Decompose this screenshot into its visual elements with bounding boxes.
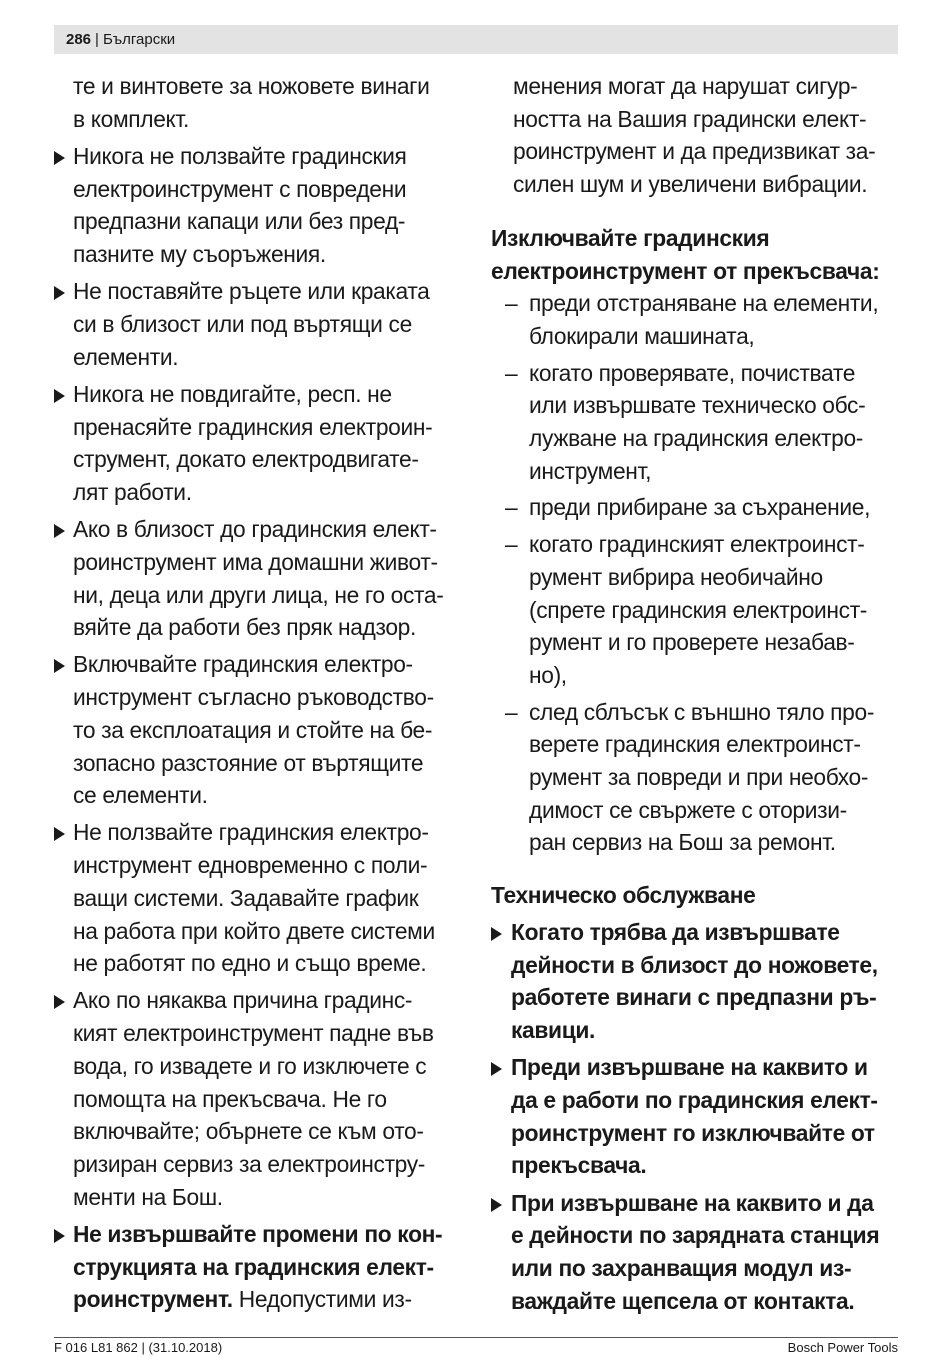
text-line: електроинструмент с повредени	[73, 175, 407, 202]
text-line: помощта на прекъсвача. Не го	[73, 1085, 387, 1112]
text-line: Ако в близост до градинския елект-	[73, 516, 437, 543]
text-line: когато проверявате, почиствате	[529, 359, 856, 386]
bullet-triangle-icon	[491, 927, 502, 941]
text-line: румент и го проверете незабав-	[529, 629, 855, 656]
left-column	[54, 70, 462, 1321]
maintenance-bullet	[491, 1187, 903, 1318]
bullet-triangle-icon	[54, 1229, 65, 1243]
text-line: Никога не повдигайте, респ. не	[73, 380, 392, 407]
bullet-triangle-icon	[491, 1198, 502, 1212]
text-line: ран сервиз на Бош за ремонт.	[529, 829, 836, 856]
text-line: Не извършвайте промени по кон-	[73, 1220, 443, 1247]
text-line: инструмент съгласно ръководство-	[73, 684, 434, 711]
text-line: Не ползвайте градинския електро-	[73, 819, 429, 846]
dash-marker: –	[505, 290, 518, 317]
text-line: елементи.	[73, 343, 179, 370]
text-line: роинструмент има домашни живот-	[73, 548, 438, 575]
safety-bullet	[54, 140, 462, 271]
text-line: вяйте да работи без пряк надзор.	[73, 614, 416, 641]
text-line: не работят по едно и също време.	[73, 950, 427, 977]
text-line: на работа при който двете системи	[73, 917, 435, 944]
text-line: румент за повреди и при необхо-	[529, 764, 869, 791]
text-line: прекъсвача.	[511, 1152, 647, 1179]
regular-text: Недопустими из-	[232, 1286, 412, 1313]
right-column	[491, 70, 903, 1322]
text-line: когато градинският електроинст-	[529, 531, 865, 558]
text-line: Ако по някаква причина градинс-	[73, 987, 413, 1014]
text-line: включвайте; обърнете се към ото-	[73, 1118, 424, 1145]
safety-bullet-modifications	[54, 1218, 462, 1316]
bold-text: роинструмент.	[73, 1286, 233, 1313]
dash-item	[491, 287, 903, 352]
text-line: роинструмент го изключвайте от	[511, 1119, 875, 1146]
safety-bullet	[54, 378, 462, 509]
maintenance-bullet	[491, 916, 903, 1047]
maintenance-bullet	[491, 1051, 903, 1182]
dash-item	[491, 491, 903, 524]
text-line: или извършвате техническо обс-	[529, 392, 866, 419]
text-line: е дейности по зарядната станция	[511, 1222, 880, 1249]
text-line: Не поставяйте ръцете или краката	[73, 278, 430, 305]
text-line: струмент, докато електродвигате-	[73, 446, 419, 473]
text-line: се елементи.	[73, 782, 208, 809]
bullet-triangle-icon	[54, 524, 65, 538]
text-line: Преди извършване на каквито и	[511, 1054, 868, 1081]
bullet-triangle-icon	[54, 151, 65, 165]
text-line: кавици.	[511, 1016, 596, 1043]
text-line: преди прибиране за съхранение,	[529, 494, 871, 521]
text-line: след сблъсък с външно тяло про-	[529, 698, 875, 725]
text-line: ризиран сервиз за електроинстру-	[73, 1151, 426, 1177]
page-number: 286	[66, 31, 92, 48]
text-line: си в близост или под въртящи се	[73, 310, 412, 337]
text-line: работете винаги с предпазни ръ-	[511, 984, 877, 1011]
text-line: инструмент,	[529, 457, 652, 484]
bullet-triangle-icon	[54, 659, 65, 673]
text-line: но),	[529, 661, 567, 688]
safety-bullet	[54, 648, 462, 812]
document-code: F 016 L81 862 | (31.10.2018)	[54, 1340, 223, 1355]
continuation-paragraph	[491, 70, 903, 201]
text-line: важдайте щепсела от контакта.	[511, 1287, 855, 1314]
bullet-triangle-icon	[54, 827, 65, 841]
text-line: (спрете градинския електроинст-	[529, 596, 868, 623]
bullet-triangle-icon	[54, 286, 65, 300]
text-line: дейности в близост до ножовете,	[511, 951, 878, 978]
switch-off-heading	[491, 222, 903, 287]
text-line: лят работи.	[73, 478, 192, 505]
text-line: верете градинския електроинст-	[529, 731, 861, 758]
dash-marker: –	[505, 359, 518, 386]
dash-item	[491, 357, 903, 488]
safety-bullet	[54, 275, 462, 373]
brand-name: Bosch Power Tools	[787, 1340, 898, 1355]
text-line: Никога не ползвайте градинския	[73, 142, 407, 169]
text-line: При извършване на каквито и да	[511, 1189, 874, 1216]
text-line: ващи системи. Задавайте график	[73, 884, 419, 911]
header-language: Български	[102, 31, 176, 48]
header-separator: |	[95, 31, 99, 48]
text-line: вода, го извадете и го изключете с	[73, 1052, 427, 1079]
text-line: ността на Вашия градински елект-	[513, 105, 867, 132]
text-line: преди отстраняване на елементи,	[529, 290, 879, 317]
text-line: да е работи по градинския елект-	[511, 1086, 878, 1113]
text-line: инструмент едновременно с поли-	[73, 852, 428, 879]
safety-bullet	[54, 513, 462, 644]
dash-item	[491, 696, 903, 860]
text-line: менения могат да нарушат сигур-	[513, 73, 858, 99]
text-line: пренасяйте градинския електроин-	[73, 413, 433, 440]
text-line: пазните му съоръжения.	[73, 241, 326, 268]
text-line: струкцията на градинския елект-	[73, 1253, 434, 1280]
dash-marker: –	[505, 698, 518, 725]
safety-bullet	[54, 984, 462, 1213]
safety-bullet	[54, 816, 462, 980]
text-line: ни, деца или други лица, не го оста-	[73, 581, 444, 608]
bullet-triangle-icon	[54, 995, 65, 1009]
text-line: димост се свържете с оторизи-	[529, 796, 847, 823]
page-footer	[54, 1337, 898, 1355]
text-line: силен шум и увеличени вибрации.	[513, 171, 868, 198]
bullet-triangle-icon	[491, 1062, 502, 1076]
text-line: менти на Бош.	[73, 1183, 223, 1210]
text-line: Когато трябва да извършвате	[511, 918, 840, 945]
bullet-triangle-icon	[54, 389, 65, 403]
maintenance-heading: Техническо обслужване	[491, 882, 756, 909]
text-line: Включвайте градинския електро-	[73, 651, 413, 678]
intro-paragraph	[54, 70, 462, 135]
text-line: те и винтовете за ножовете винаги	[73, 73, 430, 99]
text-line: кият електроинструмент падне във	[73, 1020, 434, 1047]
text-line: румент вибрира необичайно	[529, 563, 823, 590]
text-line: в комплект.	[73, 105, 189, 132]
text-line: блокирали машината,	[529, 322, 755, 349]
dash-marker: –	[505, 494, 518, 521]
text-line: роинструмент и да предизвикат за-	[513, 138, 876, 165]
text-line: електроинструмент от прекъсвача:	[491, 257, 880, 284]
text-line: или по захранващия модул из-	[511, 1254, 852, 1281]
text-line: предпазни капаци или без пред-	[73, 208, 406, 235]
text-line	[73, 1283, 462, 1316]
text-line: то за експлоатация и стойте на бе-	[73, 716, 433, 743]
dash-marker: –	[505, 531, 518, 558]
text-line: Изключвайте градинския	[491, 224, 770, 251]
text-line: лужване на градинския електро-	[529, 425, 864, 452]
text-line: зопасно разстояние от въртящите	[73, 749, 424, 776]
page-header	[54, 25, 898, 54]
dash-item	[491, 528, 903, 692]
